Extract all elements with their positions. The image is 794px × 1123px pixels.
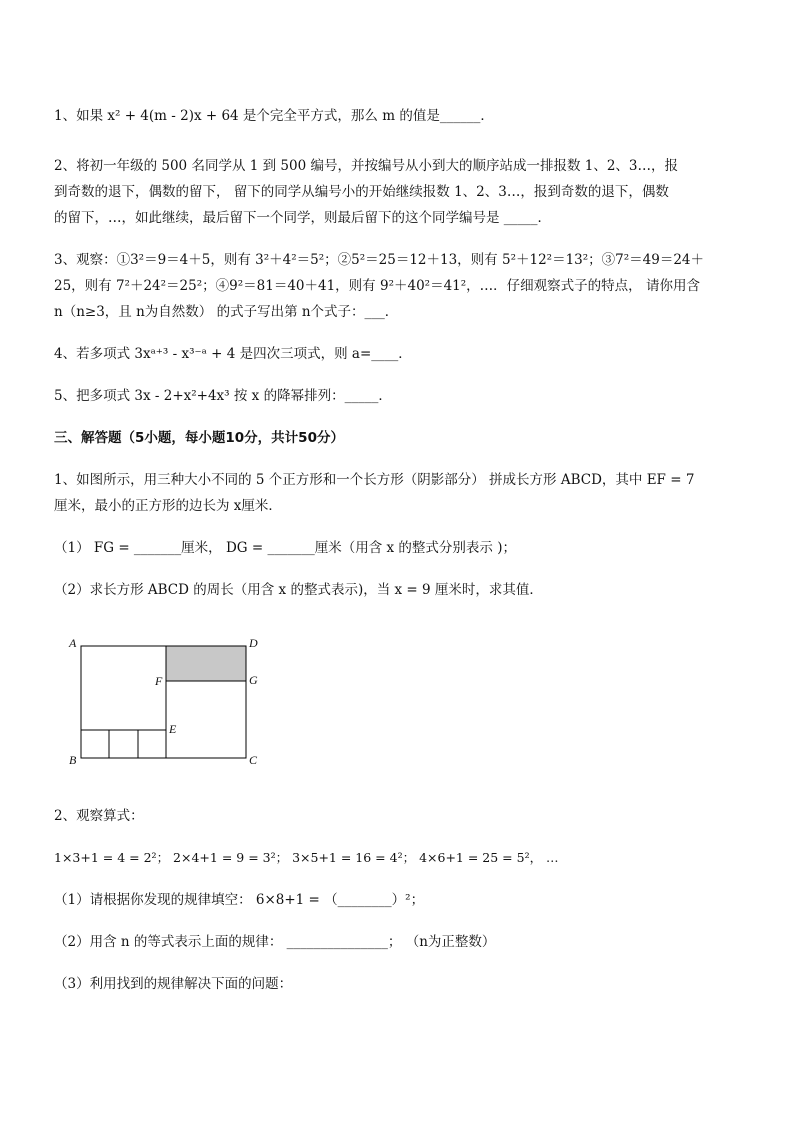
- answer-q2-part3: （3）利用找到的规律解决下面的问题：: [54, 976, 293, 992]
- fill-q3-line1: 3、观察：①3²＝9＝4＋5，则有 3²＋4²＝5²；②5²＝25＝12＋13，则有 5²＋12²＝13²；③7²＝49＝24＋: [54, 252, 705, 268]
- answer-q1-part1: （1） FG = _______厘米， DG = _______厘米（用含 x 的整式分别表示 )；: [54, 540, 516, 556]
- label-b: B: [69, 753, 77, 767]
- answer-q2-part2: （2）用含 n 的等式表示上面的规律： _______________； （n为正整数）: [54, 934, 496, 950]
- label-g: G: [249, 673, 258, 687]
- section-heading: 三、解答题（5小题，每小题10分，共计50分）: [54, 430, 344, 446]
- shaded-rectangle: [166, 646, 246, 681]
- fill-q5: 5、把多项式 3x - 2+x²+4x³ 按 x 的降幂排列：_____．: [54, 388, 392, 404]
- label-c: C: [249, 753, 258, 767]
- rectangle-figure: [66, 636, 266, 768]
- label-a: A: [69, 636, 77, 650]
- answer-q1-line2: 厘米，最小的正方形的边长为 x厘米．: [54, 498, 282, 514]
- answer-q2-title: 2、观察算式：: [54, 808, 144, 824]
- fill-q4: 4、若多项式 3xᵃ⁺³ - x³⁻ᵃ + 4 是四次三项式，则 a=____．: [54, 346, 412, 362]
- answer-q2-equations: 1×3+1 = 4 = 2²； 2×4+1 = 9 = 3²； 3×5+1 = 16 = 4²； 4×6+1 = 25 = 5²， …: [54, 850, 559, 865]
- fill-q1: 1、如果 x² + 4(m - 2)x + 64 是个完全平方式，那么 m 的值是______．: [54, 108, 494, 124]
- figure-svg: [66, 636, 266, 768]
- fill-q2-line3: 的留下，…，如此继续，最后留下一个同学，则最后留下的这个同学编号是 _____．: [54, 210, 552, 226]
- fill-q3-line2: 25，则有 7²＋24²＝25²；④9²＝81＝40＋41，则有 9²＋40²＝41²，…．仔细观察式子的特点， 请你用含: [54, 278, 700, 294]
- answer-q1-part2: （2）求长方形 ABCD 的周长（用含 x 的整式表示)，当 x = 9 厘米时，求其值．: [54, 582, 543, 598]
- label-f: F: [155, 674, 163, 688]
- answer-q2-part1: （1）请根据你发现的规律填空： 6×8+1 = （________）²；: [54, 892, 425, 908]
- label-e: E: [169, 722, 177, 736]
- fill-q2-line2: 到奇数的退下，偶数的留下， 留下的同学从编号小的开始继续报数 1、2、3…，报到奇数的退下，偶数: [54, 184, 669, 200]
- fill-q3-line3: n（n≥3，且 n为自然数） 的式子写出第 n个式子：___．: [54, 304, 399, 320]
- fill-q2-line1: 2、将初一年级的 500 名同学从 1 到 500 编号，并按编号从小到大的顺序站成一排报数 1、2、3…，报: [54, 158, 679, 174]
- answer-q1-line1: 1、如图所示，用三种大小不同的 5 个正方形和一个长方形（阴影部分） 拼成长方形 ABCD，其中 EF = 7: [54, 472, 695, 488]
- label-d: D: [249, 636, 258, 650]
